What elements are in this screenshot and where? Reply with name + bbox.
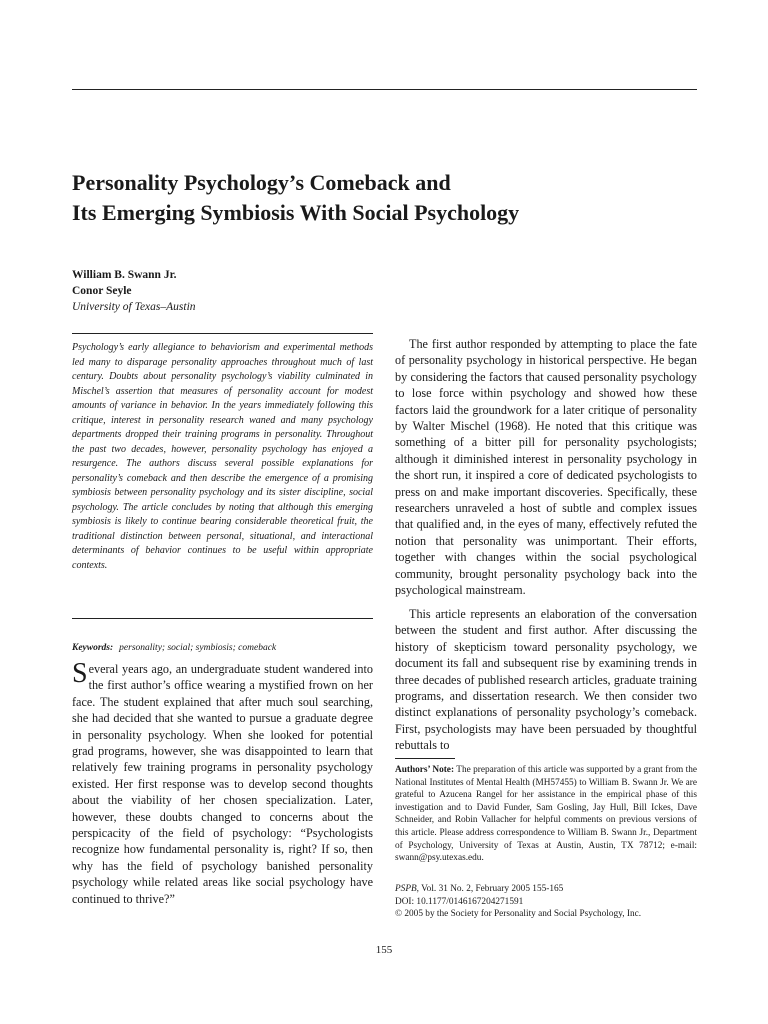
copyright: © 2005 by the Society for Personality and Social Psychology, Inc. [395,909,642,920]
body-paragraph: This article represents an elaboration of the conversation between the student and first author. After discussing the history of skepticism toward personality psychology, we document its fall and subsequent rise by examining trends in three decades of published research articles, graduate training programs, and dissertation research. We then consider two distinct explanations of personality psychology’s comeback. First, psychologists may have been persuaded by thoughtful rebuttals to [395,607,697,753]
doi: DOI: 10.1177/0146167204271591 [395,896,524,907]
abstract-top-rule [72,333,373,334]
citation-text: Vol. 31 No. 2, February 2005 155-165 [421,884,564,894]
intro-paragraph [72,658,373,907]
footnote-rule [395,758,455,759]
authors-note-text: The preparation of this article was supported by a grant from the National Institutes of Mental Health (MH57455) to William B. Swann Jr. We are grateful to Azucena Rangel for her assistance in the empirical phase of this investigation and to David Funder, Sam Gosling, Jay Hull, Bill Ickes, Dave Schneider, and Robin Vallacher for helpful comments on previous versions of this article. Please address correspondence to William B. Swann Jr., Department of Psychology, University of Texas at Austin, Austin, TX 78712; e-mail: swann@psy.utexas.edu. [395,765,698,864]
intro-text: everal years ago, an undergraduate student wandered into the first author’s office wearing a mystified frown on her face. The student explained that after much soul searching, she had decided that she wanted to pursue a graduate degree in personality psychology. When she looked for potential grad programs, however, she was disappointed to learn that relatively few training programs in personality psychology existed. Her first response was to develop second thoughts about the viability of her chosen specialization. Later, however, these doubts changed to concerns about the perspicacity of the field of psychology: “Psychologists recognize how fundamental personality is, right? If so, then why has the field of psychology banished personality psychology while related areas like social psychology have continued to thrive?” [72,662,373,906]
title-line-2: Its Emerging Symbiosis With Social Psychology [72,200,520,225]
abstract-bottom-rule [72,618,373,619]
author-block [72,267,196,315]
author-name: Conor Seyle [72,285,132,297]
page-number: 155 [375,944,393,956]
publication-info [395,883,697,921]
keywords-values: personality; social; symbiosis; comeback [119,643,277,653]
article-title [72,168,697,228]
author-affiliation: University of Texas–Austin [72,301,196,313]
keywords [72,641,373,655]
title-line-1: Personality Psychology’s Comeback and [72,170,451,195]
citation-line [395,883,697,896]
top-rule [72,89,697,90]
keywords-label: Keywords: [72,643,114,653]
authors-note [395,764,697,865]
authors-note-label: Authors’ Note: [395,765,455,775]
abstract: Psychology’s early allegiance to behaviorism and experimental methods led many to disparage personality approaches throughout much of last century. Doubts about personality psychology’s viability culminated in Mischel’s assertion that measures of personality account for modest amounts of variance in behavior. In the years immediately following this critique, interest in personality research waned and many psychology departments dropped their training programs in personality. Throughout the past two decades, however, personality psychology has enjoyed a resurgence. The authors discuss several possible explanations for personality’s comeback and then describe the emergence of a promising symbiosis between personality psychology and its sister discipline, social psychology. The article concludes by noting that although this emerging symbiosis is likely to continue bearing considerable theoretical fruit, the traditional distinction between personal, situational, and interactional determinants of behavior continues to be useful within appropriate contexts. [72,342,373,571]
author-name: William B. Swann Jr. [72,269,177,281]
journal-abbrev: PSPB, [395,884,420,894]
drop-cap: S [72,658,88,689]
body-paragraph: The first author responded by attempting to place the fate of personality psychology in historical perspective. He began by considering the factors that caused personality psychology to lose force within psychology and showed how these factors laid the groundwork for a later critique of personality by Walter Mischel (1968). He noted that this critique was something of a bitter pill for personality psychologists; although it diminished interest in personality psychology in the short run, it inspired a core of dedicated psychologists to press on and make important discoveries. Specifically, these researchers unraveled a host of subtle and complex issues that qualified and, in the eyes of many, effectively refuted the notion that personality was unimportant. Their efforts, together with changes within the social psychological community, brought personality psychology back into the psychological mainstream. [395,337,697,598]
